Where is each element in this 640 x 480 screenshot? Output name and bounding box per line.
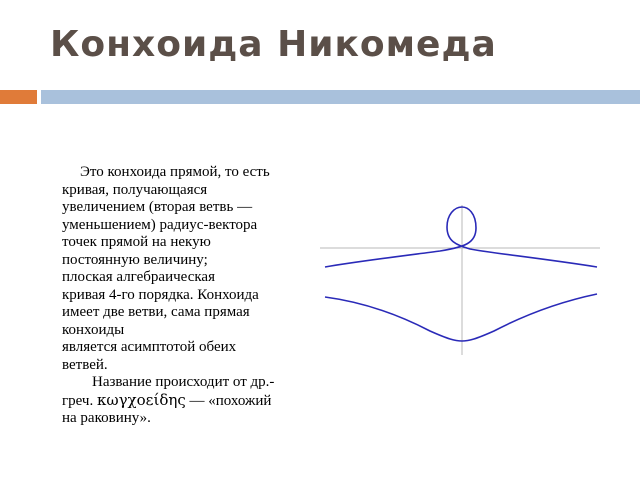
text-greek-suffix: — «похожий: [189, 392, 272, 409]
greek-word: κωγχοείδης: [96, 390, 186, 409]
text-line: ветвей.: [62, 356, 108, 373]
paragraph-definition: [62, 164, 312, 374]
description-text: [62, 164, 312, 428]
text-greek-prefix: греч.: [62, 392, 94, 409]
text-line: Это конхоида прямой, то есть: [80, 164, 270, 180]
text-line: имеет две ветви, сама прямая: [62, 304, 250, 320]
title-divider-bar: [41, 90, 640, 104]
title-accent-bar: [0, 90, 37, 104]
paragraph-etymology: [62, 374, 312, 428]
text-line: кривая, получающаяся: [62, 181, 208, 198]
text-line: кривая 4-го порядка. Конхоида: [62, 286, 259, 303]
text-line: уменьшением) радиус-вектора: [62, 216, 258, 233]
text-line: на раковину».: [62, 410, 151, 426]
lower-branch-curve: [325, 294, 597, 341]
text-line: конхоиды: [62, 321, 125, 338]
conchoid-graph: [320, 185, 600, 355]
text-line: плоская алгебраическая: [62, 269, 215, 285]
upper-branch-curve: [325, 207, 597, 267]
text-line: Название происходит от др.-: [92, 374, 275, 390]
text-line: увеличением (вторая ветвь —: [62, 199, 253, 215]
text-line: постоянную величину;: [62, 251, 208, 268]
slide-title: Конхоида Никомеда: [50, 24, 497, 65]
text-line: является асимптотой обеих: [62, 339, 237, 355]
text-line: точек прямой на некую: [62, 234, 211, 250]
